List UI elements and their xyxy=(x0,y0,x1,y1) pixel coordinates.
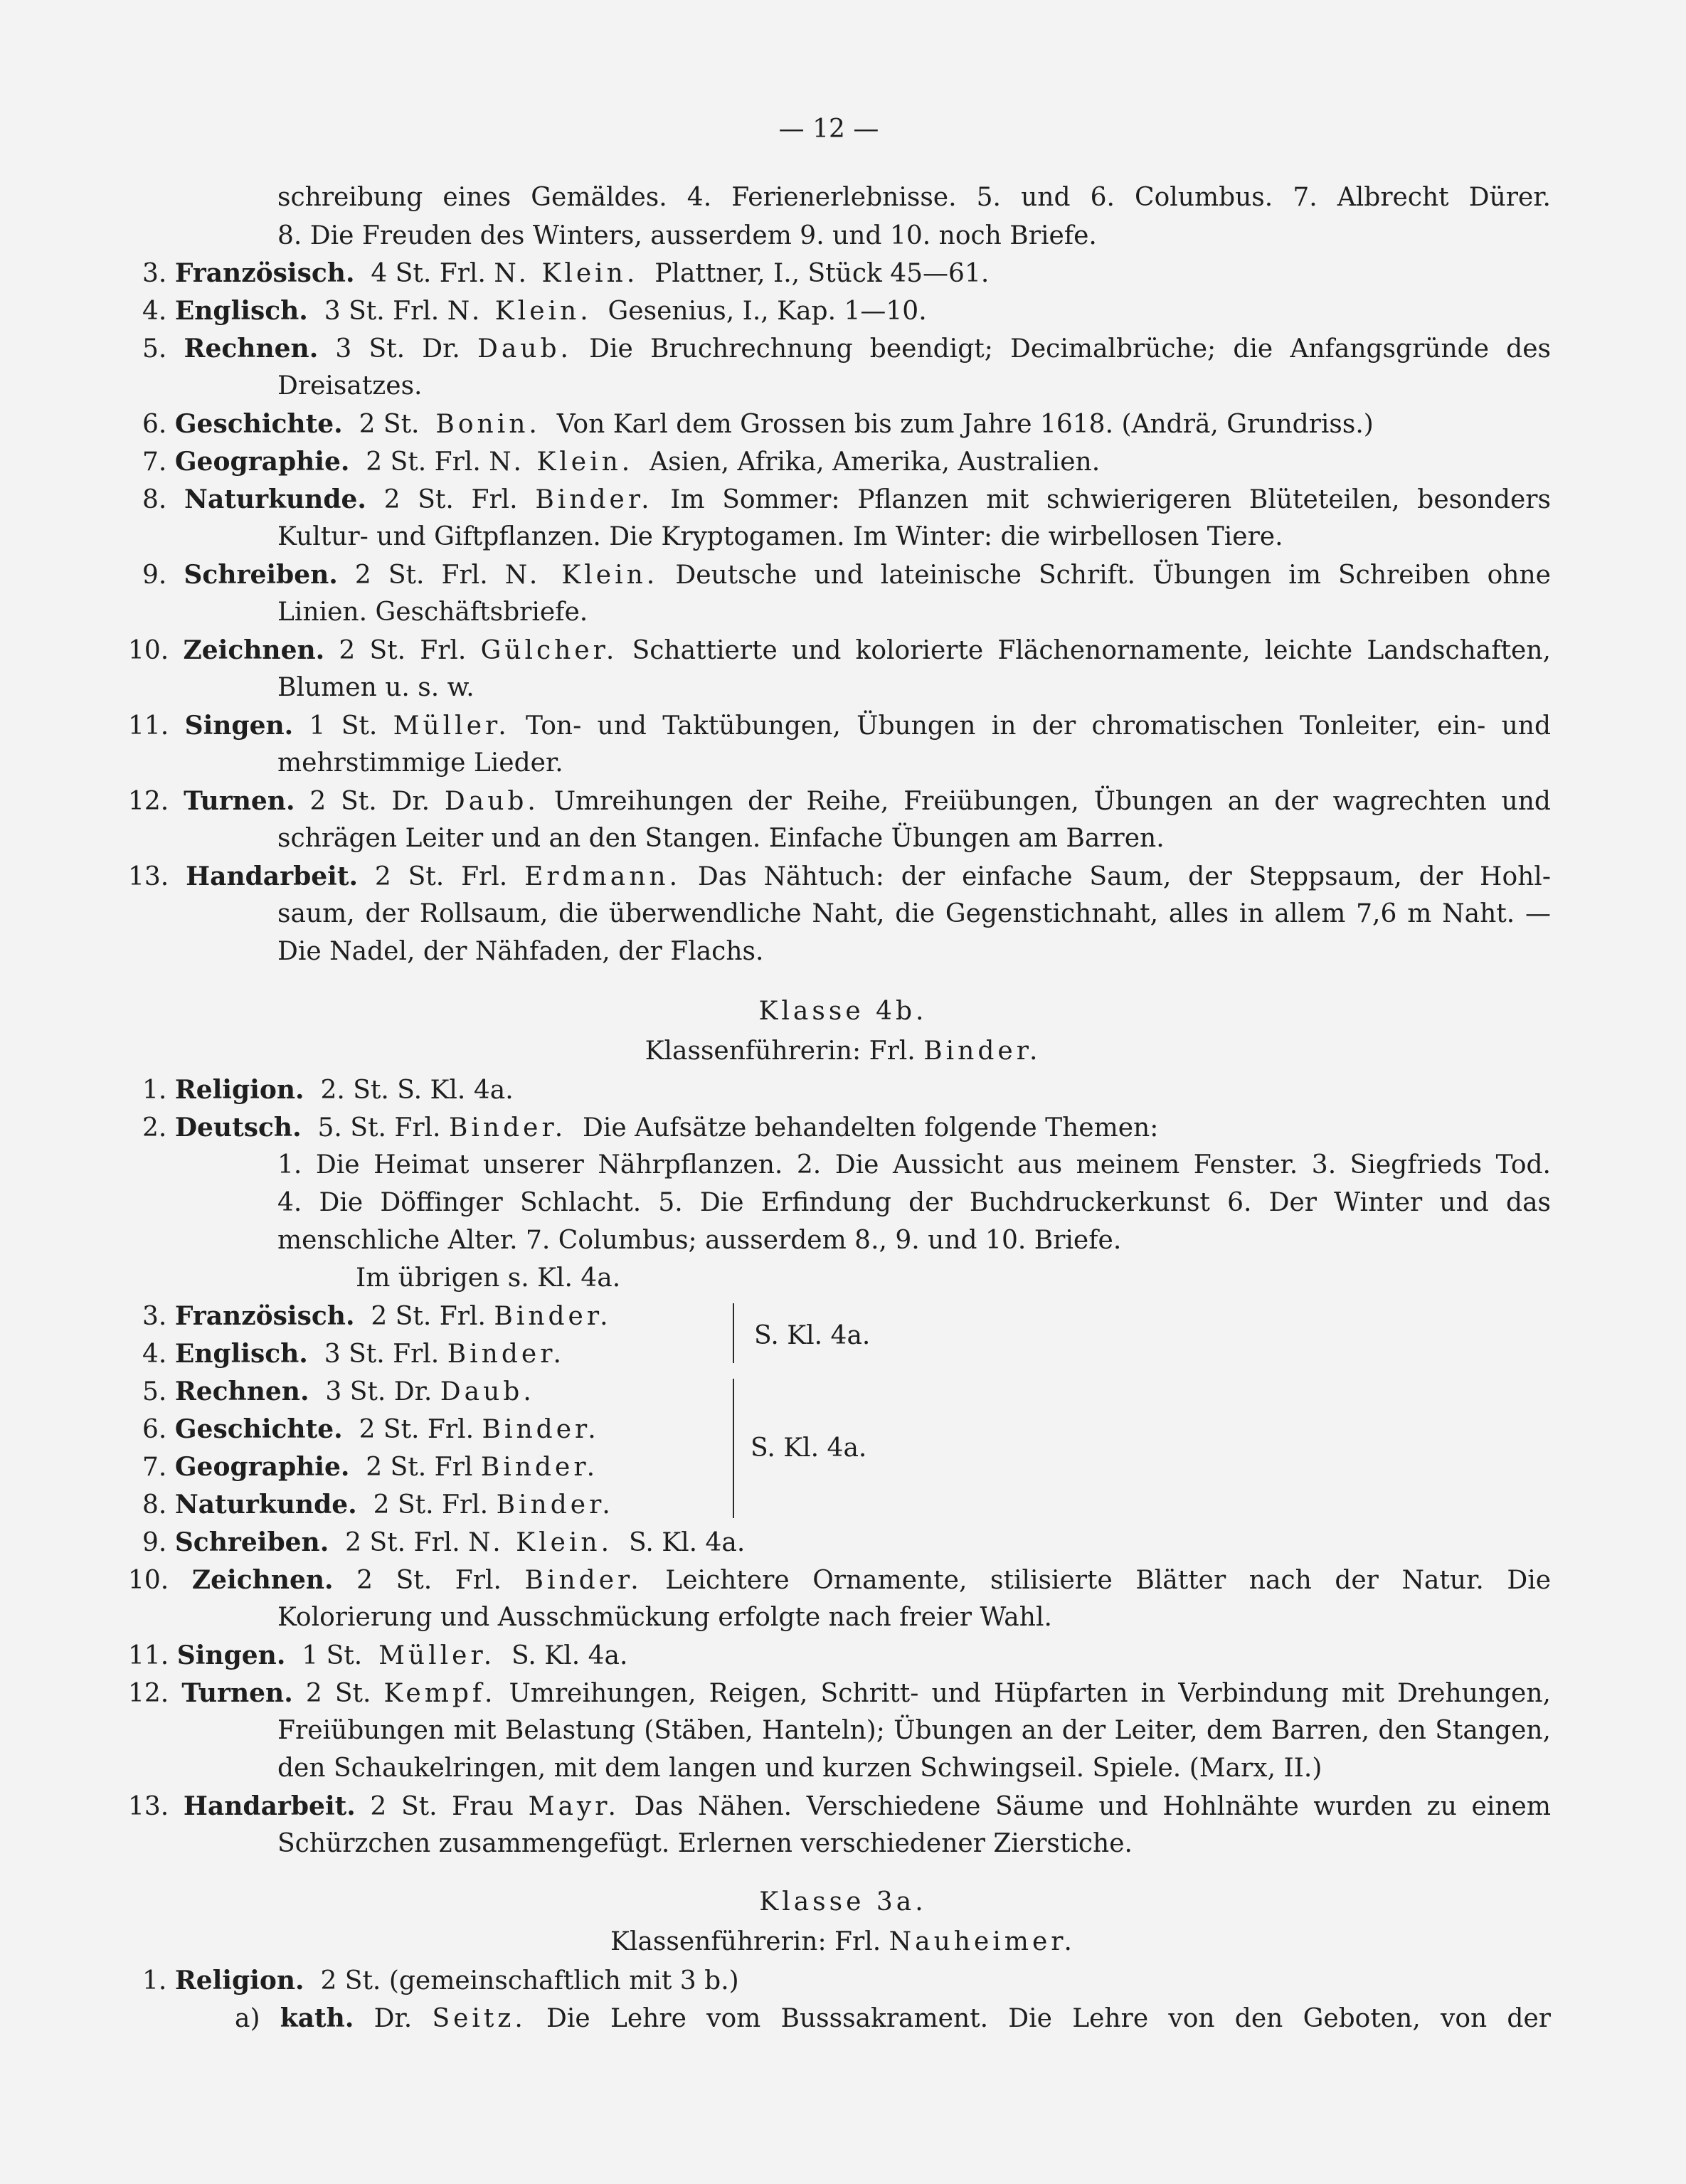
subject-entry: 12. Turnen. 2 St. Kempf. Umreihungen, Reigen, Schritt- und Hüpfarten in Verbindung mit Drehungen, xyxy=(128,1678,1551,1708)
subject-name: Religion. xyxy=(174,1075,304,1105)
subject-entry: 4. Englisch. 3 St. Frl. N. Klein. Gesenius, I., Kap. 1—10. xyxy=(142,296,927,326)
subject-entry: 12. Turnen. 2 St. Dr. Daub. Umreihungen der Reihe, Freiübungen, Übungen an der wagrechten und xyxy=(128,786,1551,816)
subject-name: Englisch. xyxy=(174,296,308,326)
teacher-name: Seitz. xyxy=(432,2004,526,2033)
subject-name: Religion. xyxy=(174,1966,304,1995)
text-line: Kultur- und Giftpflanzen. Die Kryptogamen. Im Winter: die wirbellosen Tiere. xyxy=(277,522,1283,551)
teacher-name: Daub. xyxy=(444,787,539,816)
text-line: 1. Die Heimat unserer Nährpflanzen. 2. Die Aussicht aus meinem Fenster. 3. Siegfrieds Tod. xyxy=(277,1150,1551,1180)
subject-entry: 7. Geographie. 2 St. Frl. N. Klein. Asien, Afrika, Amerika, Australien. xyxy=(142,447,1101,477)
subject-name: kath. xyxy=(280,2003,354,2033)
subject-entry: 3. Französisch. 2 St. Frl. Binder. xyxy=(142,1301,612,1331)
teacher-name: N. Klein. xyxy=(494,259,639,288)
text-line: mehrstimmige Lieder. xyxy=(277,748,563,778)
text-line: schreibung eines Gemäldes. 4. Ferienerlebnisse. 5. und 6. Columbus. 7. Albrecht Dürer. xyxy=(277,183,1551,212)
text-line: Die Nadel, der Nähfaden, der Flachs. xyxy=(277,937,764,966)
subject-entry: 13. Handarbeit. 2 St. Frau Mayr. Das Nähen. Verschiedene Säume und Hohlnähte wurden zu einem xyxy=(128,1791,1551,1821)
subject-name: Turnen. xyxy=(181,1678,293,1708)
teacher-name: Binder. xyxy=(482,1415,600,1444)
teacher-name: Binder. xyxy=(447,1340,565,1369)
subject-entry: 10. Zeichnen. 2 St. Frl. Binder. Leichtere Ornamente, stilisierte Blätter nach der Natur. Die xyxy=(128,1565,1552,1595)
teacher-name: Binder. xyxy=(496,1490,614,1520)
subject-name: Deutsch. xyxy=(174,1113,302,1143)
teacher-name: Binder. xyxy=(448,1113,567,1143)
teacher-name: Binder. xyxy=(524,1566,642,1595)
text-line: Im übrigen s. Kl. 4a. xyxy=(356,1263,621,1293)
text-line: Dreisatzes. xyxy=(277,371,423,401)
subject-entry: 6. Geschichte. 2 St. Bonin. Von Karl dem Grossen bis zum Jahre 1618. (Andrä, Grundriss.) xyxy=(142,409,1374,439)
subject-entry: 10. Zeichnen. 2 St. Frl. Gülcher. Schattierte und kolorierte Flächenornamente, leichte Landschaften, xyxy=(128,635,1551,665)
brace xyxy=(733,1379,734,1518)
subject-name: Naturkunde. xyxy=(184,484,366,514)
teacher-name: Binder. xyxy=(923,1037,1041,1066)
subject-name: Geschichte. xyxy=(174,409,343,439)
teacher-name: Daub. xyxy=(440,1377,535,1406)
subject-name: Englisch. xyxy=(174,1339,308,1369)
page-number: — 12 — xyxy=(778,115,879,144)
teacher-name: Binder. xyxy=(494,1302,612,1331)
subject-entry: 4. Englisch. 3 St. Frl. Binder. xyxy=(142,1339,565,1369)
brace xyxy=(733,1303,734,1363)
teacher-name: Gülcher. xyxy=(480,636,618,665)
subject-entry: 5. Rechnen. 3 St. Dr. Daub. xyxy=(142,1377,535,1406)
subject-name: Handarbeit. xyxy=(186,862,359,891)
subject-entry: 8. Naturkunde. 2 St. Frl. Binder. xyxy=(142,1490,614,1520)
text-line: Schürzchen zusammengefügt. Erlernen verschiedener Zierstiche. xyxy=(277,1829,1133,1858)
subject-name: Rechnen. xyxy=(184,334,319,364)
text-line: Kolorierung und Ausschmückung erfolgte nach freier Wahl. xyxy=(277,1603,1052,1632)
subject-entry: 9. Schreiben. 2 St. Frl. N. Klein. Deutsche und lateinische Schrift. Übungen im Schreiben ohne xyxy=(142,560,1551,590)
teacher-name: Mayr. xyxy=(528,1792,620,1821)
section-heading: Klasse 4b. xyxy=(758,997,928,1026)
cross-reference: S. Kl. 4a. xyxy=(754,1321,871,1350)
subject-name: Rechnen. xyxy=(174,1377,309,1406)
subject-name: Handarbeit. xyxy=(183,1791,356,1821)
teacher-name: Bonin. xyxy=(435,410,541,439)
subject-entry: 5. Rechnen. 3 St. Dr. Daub. Die Bruchrechnung beendigt; Decimalbrüche; die Anfangsgründe des xyxy=(142,334,1551,364)
subject-name: Zeichnen. xyxy=(183,635,325,665)
teacher-name: Binder. xyxy=(535,485,653,514)
subject-entry: 1. Religion. 2 St. (gemeinschaftlich mit 3 b.) xyxy=(142,1966,739,1995)
subject-entry: 1. Religion. 2. St. S. Kl. 4a. xyxy=(142,1075,514,1105)
subject-entry: 9. Schreiben. 2 St. Frl. N. Klein. S. Kl. 4a. xyxy=(142,1527,746,1557)
section-heading: Klasse 3a. xyxy=(759,1887,927,1917)
subject-name: Französisch. xyxy=(174,1301,355,1331)
subject-name: Singen. xyxy=(176,1640,286,1670)
text-line: saum, der Rollsaum, die überwendliche Naht, die Gegenstichnaht, alles in allem 7,6 m Naht. — xyxy=(277,899,1551,928)
teacher-name: Kempf. xyxy=(383,1679,497,1708)
teacher-name: Binder. xyxy=(480,1453,599,1482)
teacher-name: N. Klein. xyxy=(468,1528,613,1557)
text-line: Linien. Geschäftsbriefe. xyxy=(277,598,588,627)
subject-name: Geographie. xyxy=(174,1452,350,1482)
teacher-name: N. Klein. xyxy=(447,297,592,326)
subject-name: Geographie. xyxy=(174,447,350,477)
teacher-name: Müller. xyxy=(393,711,510,741)
text-line: 8. Die Freuden des Winters, ausserdem 9. und 10. noch Briefe. xyxy=(277,221,1097,250)
class-leader: Klassenführerin: Frl. Binder. xyxy=(645,1037,1041,1066)
subject-name: Naturkunde. xyxy=(174,1490,357,1520)
subject-entry: 13. Handarbeit. 2 St. Frl. Erdmann. Das Nähtuch: der einfache Saum, der Steppsaum, der Hohl- xyxy=(128,862,1551,891)
teacher-name: Erdmann. xyxy=(524,862,682,891)
subject-entry: 6. Geschichte. 2 St. Frl. Binder. xyxy=(142,1414,600,1444)
subject-entry: 7. Geographie. 2 St. Frl Binder. xyxy=(142,1452,599,1482)
teacher-name: Müller. xyxy=(378,1641,496,1670)
subject-entry: 11. Singen. 1 St. Müller. Ton- und Taktübungen, Übungen in der chromatischen Tonleiter, ein- und xyxy=(128,711,1552,741)
subject-name: Zeichnen. xyxy=(191,1565,334,1595)
teacher-name: N. Klein. xyxy=(504,561,659,590)
teacher-name: Daub. xyxy=(477,334,572,364)
text-line: menschliche Alter. 7. Columbus; ausserdem 8., 9. und 10. Briefe. xyxy=(277,1226,1122,1255)
subject-entry: 11. Singen. 1 St. Müller. S. Kl. 4a. xyxy=(128,1640,628,1670)
class-leader: Klassenführerin: Frl. Nauheimer. xyxy=(610,1927,1076,1956)
text-line: 4. Die Döffinger Schlacht. 5. Die Erfindung der Buchdruckerkunst 6. Der Winter und das xyxy=(277,1188,1551,1217)
text-line: den Schaukelringen, mit dem langen und kurzen Schwingseil. Spiele. (Marx, II.) xyxy=(277,1754,1322,1783)
subject-name: Schreiben. xyxy=(174,1527,329,1557)
subject-name: Französisch. xyxy=(174,258,355,288)
subject-entry: 2. Deutsch. 5. St. Frl. Binder. Die Aufsätze behandelten folgende Themen: xyxy=(142,1113,1159,1143)
teacher-name: Nauheimer. xyxy=(889,1927,1076,1956)
subject-name: Schreiben. xyxy=(184,560,338,590)
text-line: Blumen u. s. w. xyxy=(277,673,474,702)
text-line: Freiübungen mit Belastung (Stäben, Hanteln); Übungen an der Leiter, dem Barren, den Stangen, xyxy=(277,1716,1551,1745)
subject-entry: 3. Französisch. 4 St. Frl. N. Klein. Plattner, I., Stück 45—61. xyxy=(142,258,990,288)
subject-entry: a) kath. Dr. Seitz. Die Lehre vom Busssakrament. Die Lehre von den Geboten, von der xyxy=(235,2003,1551,2033)
subject-name: Turnen. xyxy=(184,786,295,816)
cross-reference: S. Kl. 4a. xyxy=(751,1433,867,1463)
teacher-name: N. Klein. xyxy=(489,447,634,477)
text-line: schrägen Leiter und an den Stangen. Einfache Übungen am Barren. xyxy=(277,824,1165,853)
subject-name: Singen. xyxy=(184,711,294,741)
subject-name: Geschichte. xyxy=(174,1414,343,1444)
subject-entry: 8. Naturkunde. 2 St. Frl. Binder. Im Sommer: Pflanzen mit schwierigeren Blüteteilen, besonders xyxy=(142,484,1551,514)
